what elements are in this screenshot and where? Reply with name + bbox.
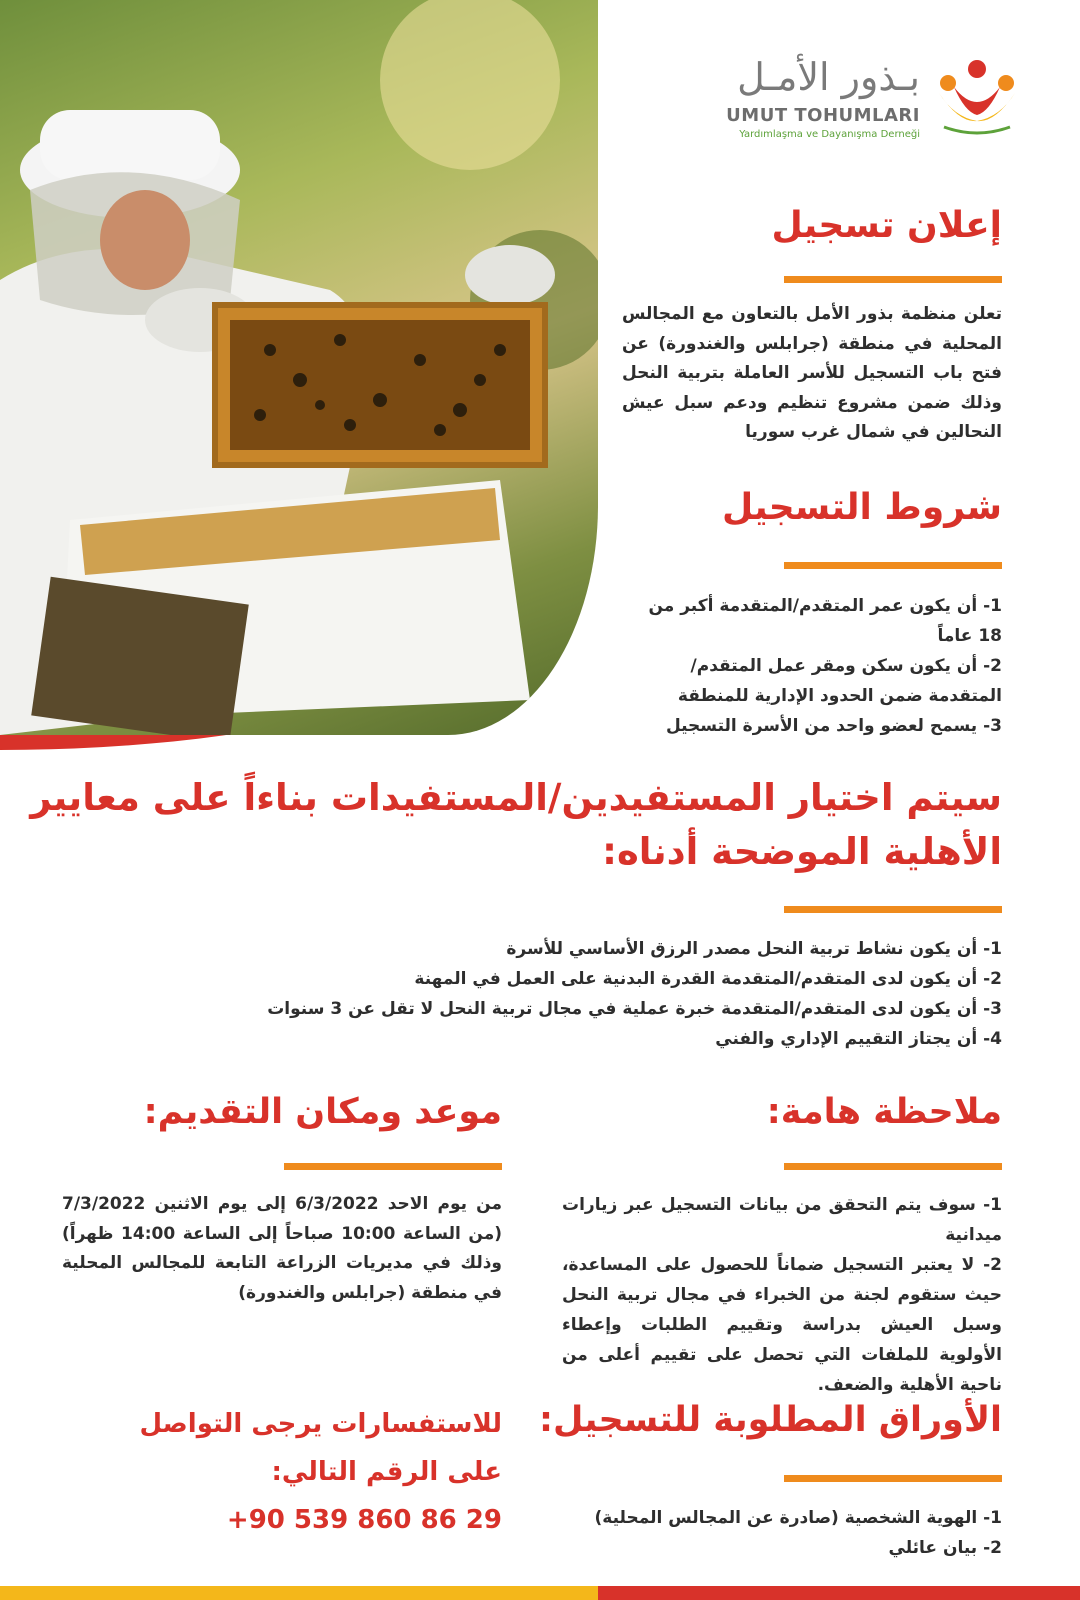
condition-item: 1- أن يكون عمر المتقدم/المتقدمة أكبر من 18 عاماً	[648, 596, 1002, 646]
announcement-divider	[784, 276, 1002, 283]
announcement-title: إعلان تسجيل	[771, 205, 1002, 246]
footer-yellow-stripe	[0, 1586, 598, 1600]
documents-divider	[784, 1475, 1002, 1482]
logo-arabic-name: بـذور الأمـل	[737, 55, 920, 99]
selection-item: 2- أن يكون لدى المتقدم/المتقدمة القدرة البدنية على العمل في المهنة	[414, 969, 1002, 989]
selection-item: 3- أن يكون لدى المتقدم/المتقدمة خبرة عملية في مجال تربية النحل لا تقل عن 3 سنوات	[267, 999, 1002, 1019]
document-item: 1- الهوية الشخصية (صادرة عن المجالس المحلية)	[594, 1508, 1002, 1528]
conditions-list	[622, 591, 1002, 741]
note-title: ملاحظة هامة:	[766, 1092, 1002, 1132]
conditions-title: شروط التسجيل	[721, 487, 1002, 528]
documents-list	[562, 1503, 1002, 1563]
footer-red-stripe	[598, 1586, 1080, 1600]
conditions-divider	[784, 562, 1002, 569]
selection-title-line2: الأهلية الموضحة أدناه:	[602, 830, 1002, 873]
logo-name: UMUT TOHUMLARI	[726, 105, 920, 126]
document-item: 2- بيان عائلي	[888, 1538, 1002, 1558]
documents-title: الأوراق المطلوبة للتسجيل:	[539, 1400, 1002, 1440]
schedule-divider	[284, 1163, 502, 1170]
contact-block	[62, 1400, 502, 1544]
contact-line1: للاستفسارات يرجى التواصل	[139, 1409, 502, 1439]
beekeeper-illustration	[0, 0, 598, 735]
contact-phone[interactable]: +90 539 860 86 29	[226, 1505, 502, 1535]
note-divider	[784, 1163, 1002, 1170]
selection-divider	[784, 906, 1002, 913]
logo-people-icon	[934, 57, 1020, 137]
condition-item: 3- يسمح لعضو واحد من الأسرة التسجيل	[665, 716, 1002, 736]
announcement-body: تعلن منظمة بذور الأمل بالتعاون مع المجالس المحلية في منطقة (جرابلس والغندورة) عن فتح باب التسجيل للأسر العاملة بتربية النحل وذلك ضمن مشروع تنظيم ودعم سبل عيش النحالين في شمال غرب سوريا	[622, 304, 1002, 442]
schedule-body: من يوم الاحد 6/3/2022 إلى يوم الاثنين 7/3/2022 (من الساعة 10:00 صباحاً إلى الساعة 14:00 ظهراً) وذلك في مديريات الزراعة التابعة للمجالس المحلية في منطقة (جرابلس والغندورة)	[62, 1194, 502, 1303]
note-list	[562, 1190, 1002, 1400]
selection-item: 1- أن يكون نشاط تربية النحل مصدر الرزق الأساسي للأسرة	[506, 939, 1002, 959]
note-item: 2- لا يعتبر التسجيل ضماناً للحصول على المساعدة، حيث ستقوم لجنة من الخبراء في مجال تربية النحل وسبل العيش بدراسة وتقييم الطلبات وإعطاء الأولوية للملفات التي تحصل على تقييم أعلى من ناحية الأهلية والضعف.	[562, 1255, 1002, 1395]
selection-item: 4- أن يجتاز التقييم الإداري والفني	[715, 1029, 1002, 1049]
condition-item: 2- أن يكون سكن ومقر عمل المتقدم/المتقدمة ضمن الحدود الإدارية للمنطقة	[677, 656, 1002, 706]
organization-logo	[720, 55, 1020, 145]
selection-list	[222, 934, 1002, 1054]
selection-title-line1: سيتم اختيار المستفيدين/المستفيدات بناءاً على معايير	[30, 776, 1002, 819]
contact-line2: على الرقم التالي:	[271, 1457, 502, 1487]
schedule-title: موعد ومكان التقديم:	[143, 1092, 502, 1132]
note-item: 1- سوف يتم التحقق من بيانات التسجيل عبر زيارات ميدانية	[562, 1195, 1002, 1245]
logo-subtitle: Yardımlaşma ve Dayanışma Derneği	[739, 129, 920, 140]
beekeeper-photo	[0, 0, 598, 735]
